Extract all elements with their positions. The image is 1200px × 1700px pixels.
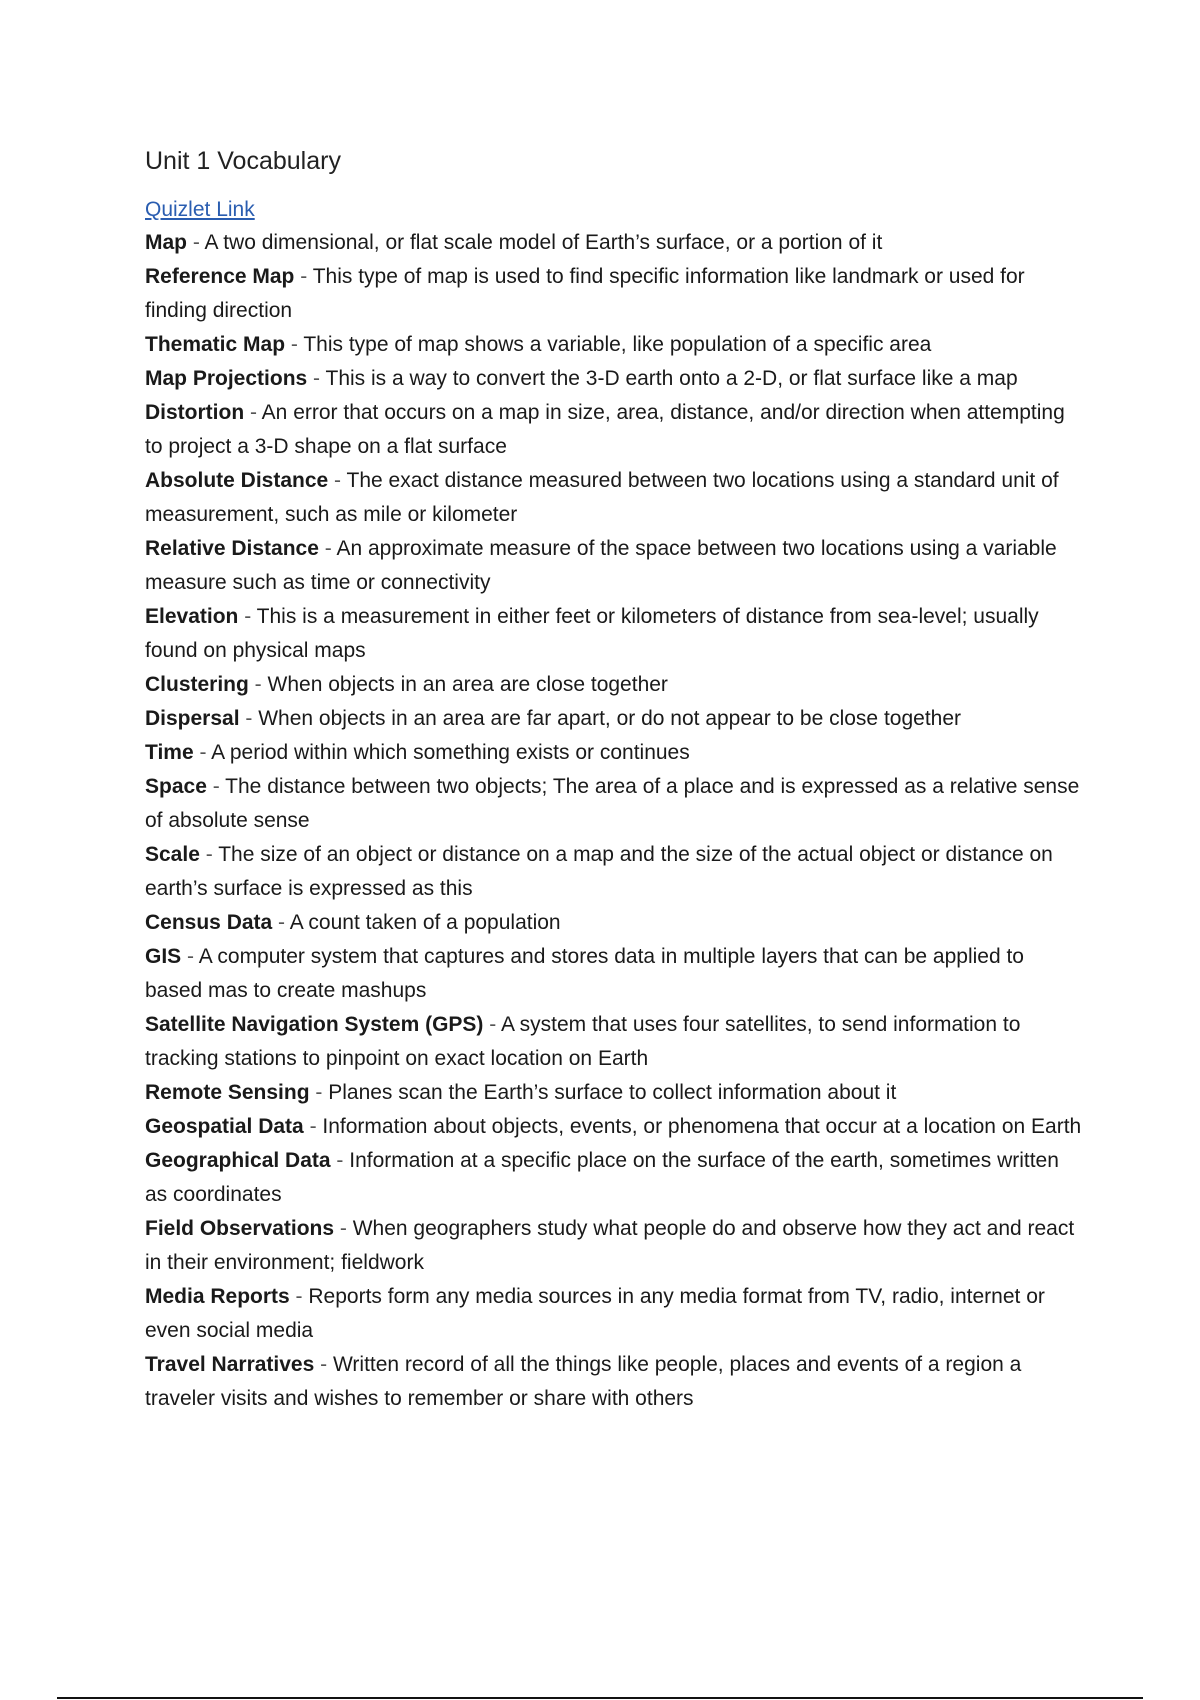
vocab-entry — [145, 838, 1085, 906]
vocab-entry — [145, 362, 1085, 396]
vocab-entry — [145, 702, 1085, 736]
vocab-term: Distortion — [145, 401, 245, 424]
separator: - — [303, 1115, 323, 1138]
vocab-term: Map Projections — [145, 367, 308, 390]
vocab-entry — [145, 1008, 1085, 1076]
vocab-entry — [145, 1280, 1085, 1348]
separator: - — [309, 1081, 329, 1104]
vocab-definition: A computer system that captures and stores data in multiple layers that can be applied to based mas to create mashups — [145, 945, 1024, 1002]
vocab-term: Map — [145, 231, 187, 254]
vocab-term: Absolute Distance — [145, 469, 329, 492]
vocab-definition: The size of an object or distance on a map and the size of the actual object or distance on earth’s surface is expressed as this — [145, 843, 1053, 900]
vocab-entry — [145, 668, 1085, 702]
vocab-term: Scale — [145, 843, 200, 866]
vocab-definition: This type of map is used to find specific information like landmark or used for finding direction — [145, 265, 1025, 322]
separator: - — [314, 1353, 333, 1376]
vocab-term: Time — [145, 741, 194, 764]
separator: - — [187, 231, 205, 254]
vocab-term: Thematic Map — [145, 333, 286, 356]
vocab-term: Elevation — [145, 605, 239, 628]
separator: - — [318, 537, 337, 560]
vocab-definition: Information about objects, events, or phenomena that occur at a location on Earth — [322, 1115, 1082, 1138]
vocab-term: Relative Distance — [145, 537, 319, 560]
separator: - — [330, 1149, 350, 1172]
separator: - — [285, 333, 304, 356]
vocab-term: Geographical Data — [145, 1149, 331, 1172]
vocab-definition: A system that uses four satellites, to send information to tracking stations to pinpoint on exact location on Earth — [145, 1013, 1021, 1070]
vocab-term: Space — [145, 775, 207, 798]
separator: - — [238, 605, 257, 628]
vocab-entry — [145, 464, 1085, 532]
separator: - — [272, 911, 290, 934]
separator: - — [244, 401, 262, 424]
vocab-entry — [145, 396, 1085, 464]
vocab-definition: This is a measurement in either feet or kilometers of distance from sea-level; usually found on physical maps — [145, 605, 1039, 662]
vocab-term: Media Reports — [145, 1285, 290, 1308]
vocab-definition: Planes scan the Earth’s surface to collect information about it — [328, 1081, 897, 1104]
vocab-entry — [145, 1348, 1085, 1416]
separator: - — [199, 843, 219, 866]
vocab-entry — [145, 940, 1085, 1008]
vocab-term: Reference Map — [145, 265, 295, 288]
vocabulary-list — [145, 226, 1085, 1416]
vocab-definition: Written record of all the things like people, places and events of a region a traveler visits and wishes to remember or share with others — [145, 1353, 1022, 1410]
vocab-entry — [145, 226, 1085, 260]
separator: - — [239, 707, 259, 730]
vocab-definition: When geographers study what people do and observe how they act and react in their environment; fieldwork — [145, 1217, 1075, 1274]
vocab-entry — [145, 906, 1085, 940]
quizlet-link[interactable]: Quizlet Link — [145, 198, 255, 221]
document-page — [145, 145, 1085, 1416]
separator: - — [334, 1217, 353, 1240]
vocab-entry — [145, 1076, 1085, 1110]
vocab-entry — [145, 600, 1085, 668]
vocab-definition: The exact distance measured between two locations using a standard unit of measurement, such as mile or kilometer — [145, 469, 1059, 526]
separator: - — [328, 469, 347, 492]
vocab-term: Census Data — [145, 911, 273, 934]
vocab-term: GIS — [145, 945, 182, 968]
page-title: Unit 1 Vocabulary — [145, 147, 341, 175]
separator: - — [206, 775, 226, 798]
vocab-entry — [145, 328, 1085, 362]
bottom-divider — [57, 1697, 1143, 1699]
vocab-definition: When objects in an area are far apart, or do not appear to be close together — [258, 707, 962, 730]
separator: - — [248, 673, 268, 696]
vocab-entry — [145, 532, 1085, 600]
separator: - — [181, 945, 199, 968]
vocab-definition: A count taken of a population — [289, 911, 561, 934]
vocab-entry — [145, 770, 1085, 838]
vocab-entry — [145, 736, 1085, 770]
vocab-term: Dispersal — [145, 707, 240, 730]
separator: - — [294, 265, 313, 288]
vocab-entry — [145, 1144, 1085, 1212]
separator: - — [307, 367, 326, 390]
vocab-term: Geospatial Data — [145, 1115, 304, 1138]
vocab-definition: Information at a specific place on the surface of the earth, sometimes written as coordinates — [145, 1149, 1059, 1206]
vocab-term: Satellite Navigation System (GPS) — [145, 1013, 484, 1036]
vocab-definition: An error that occurs on a map in size, area, distance, and/or direction when attempting to project a 3-D shape on a flat surface — [145, 401, 1065, 458]
vocab-term: Field Observations — [145, 1217, 335, 1240]
vocab-term: Travel Narratives — [145, 1353, 315, 1376]
vocab-definition: This type of map shows a variable, like population of a specific area — [303, 333, 932, 356]
vocab-definition: This is a way to convert the 3-D earth onto a 2-D, or flat surface like a map — [325, 367, 1018, 390]
vocab-definition: A period within which something exists or continues — [211, 741, 690, 764]
vocab-definition: Reports form any media sources in any media format from TV, radio, internet or even social media — [145, 1285, 1045, 1342]
separator: - — [193, 741, 212, 764]
separator: - — [289, 1285, 309, 1308]
vocab-definition: The distance between two objects; The area of a place and is expressed as a relative sense of absolute sense — [145, 775, 1080, 832]
vocab-definition: When objects in an area are close together — [267, 673, 668, 696]
vocab-definition: A two dimensional, or flat scale model of Earth’s surface, or a portion of it — [204, 231, 883, 254]
vocab-definition: An approximate measure of the space between two locations using a variable measure such as time or connectivity — [145, 537, 1057, 594]
separator: - — [483, 1013, 501, 1036]
vocab-entry — [145, 1212, 1085, 1280]
vocab-term: Remote Sensing — [145, 1081, 310, 1104]
vocab-term: Clustering — [145, 673, 249, 696]
vocab-entry — [145, 1110, 1085, 1144]
vocab-entry — [145, 260, 1085, 328]
